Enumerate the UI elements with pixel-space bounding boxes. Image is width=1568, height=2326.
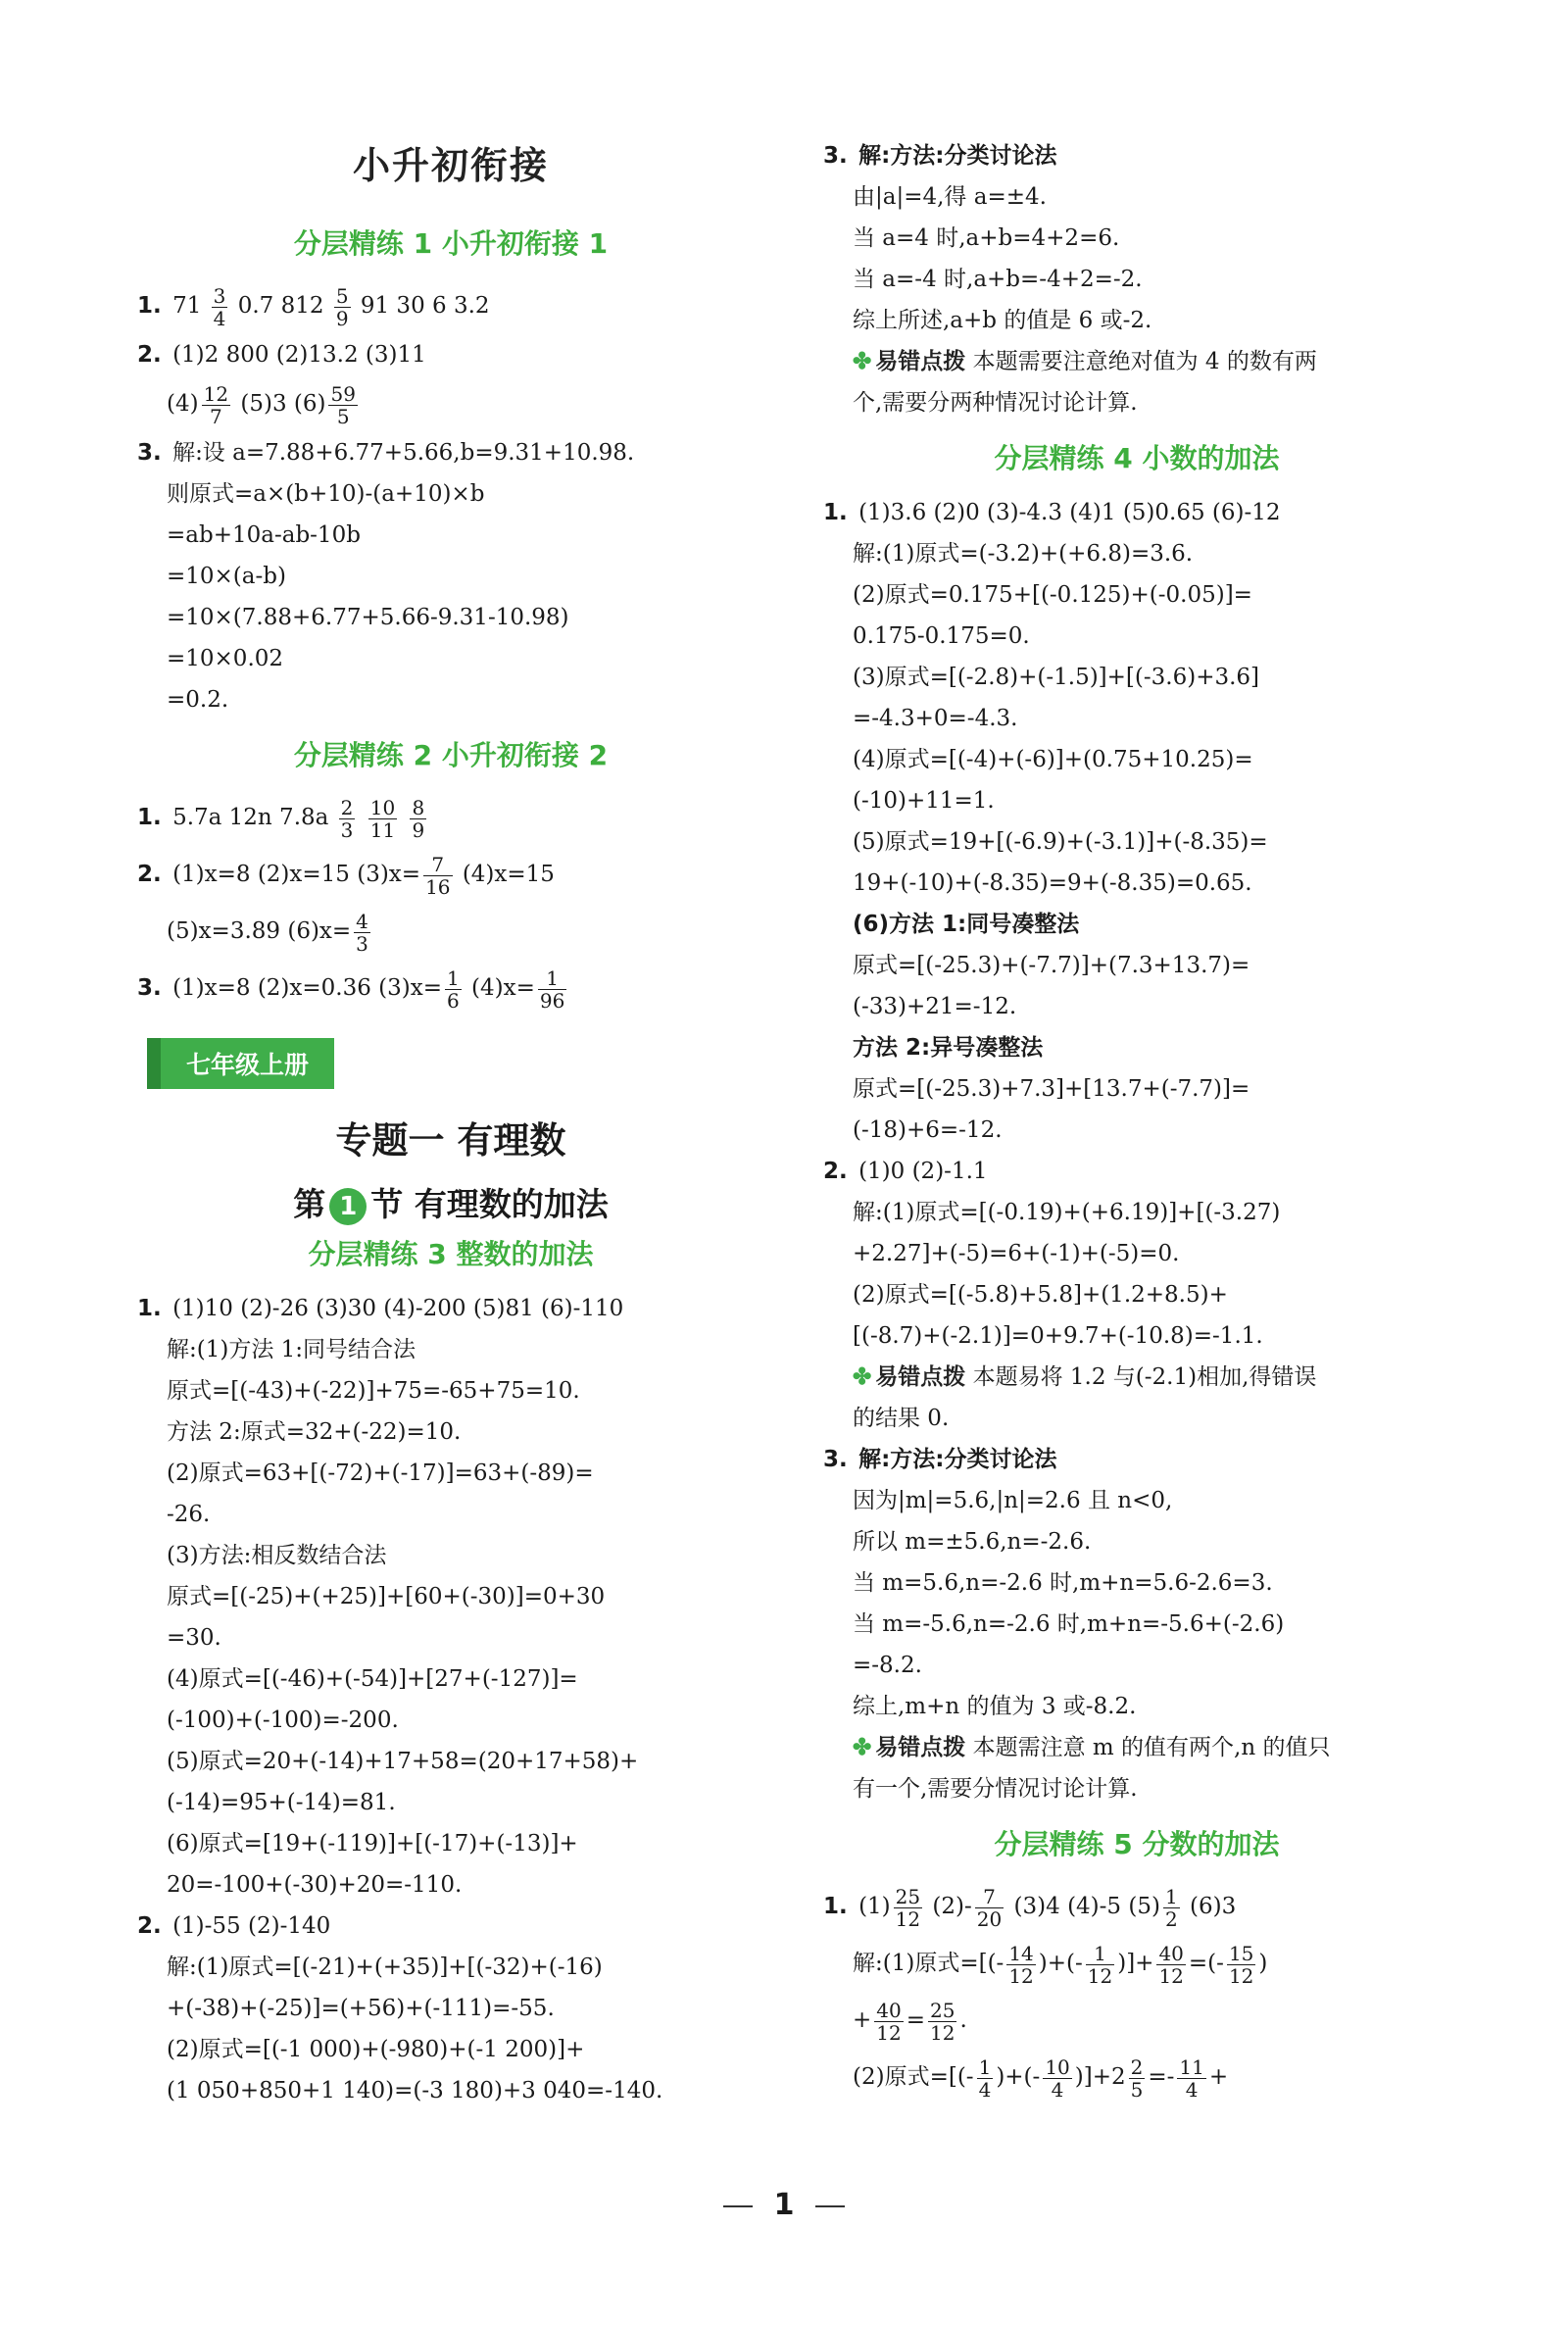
answer-line <box>137 903 764 960</box>
answer-text: =- <box>1148 2064 1175 2090</box>
answer-line <box>823 1992 1450 2049</box>
numerator: 3 <box>213 283 226 308</box>
numerator: 4 <box>356 909 368 933</box>
answer-line: [(-8.7)+(-2.1)]=0+9.7+(-10.8)=-1.1. <box>853 1323 1263 1349</box>
question-number: 2. <box>823 1159 848 1184</box>
numerator: 1 <box>1086 1943 1114 1965</box>
numerator: 1 <box>538 967 566 990</box>
fraction <box>1177 2056 1205 2101</box>
section-title-prefix: 第 <box>293 1185 326 1223</box>
tip-text: 本题需要注意绝对值为 4 的数有两 <box>972 349 1317 374</box>
answer-line: 所以 m=±5.6,n=-2.6. <box>853 1529 1092 1555</box>
answer-line <box>137 960 764 1016</box>
answer-text: 71 <box>172 293 202 319</box>
answer-text: (3)4 (4)-5 (5) <box>1013 1894 1160 1919</box>
tip-line <box>823 1727 1450 1768</box>
numerator: 11 <box>1179 2054 1204 2079</box>
answer-line: (3)原式=[(-2.8)+(-1.5)]+[(-3.6)+3.6] <box>853 665 1260 690</box>
answer-line: 当 a=4 时,a+b=4+2=6. <box>853 225 1120 251</box>
answer-text: (2)- <box>932 1894 972 1919</box>
answer-line: (2)原式=[(-1 000)+(-980)+(-1 200)]+ <box>167 2037 585 2062</box>
numerator: 7 <box>423 854 452 876</box>
answer-line: =10×0.02 <box>167 646 284 671</box>
section-heading-5: 分层精练 5 分数的加法 <box>994 1828 1280 1860</box>
question-number: 1. <box>137 1296 162 1321</box>
fraction <box>977 2056 994 2101</box>
answer-line <box>137 1288 764 1329</box>
numerator: 14 <box>1008 1941 1034 1965</box>
answer-line: (-10)+11=1. <box>853 788 995 814</box>
answer-text: (1)-55 (2)-140 <box>172 1913 331 1939</box>
tip-label: 易错点拨 <box>875 1364 966 1390</box>
fraction <box>1227 1943 1255 1987</box>
denominator: 16 <box>425 874 451 899</box>
answer-text: + <box>1208 2064 1229 2090</box>
section-title-text: 节 有理数的加法 <box>370 1185 609 1223</box>
fraction <box>1006 1943 1035 1987</box>
answer-text: (2)原式=[(- <box>853 2064 974 2090</box>
answer-text: 解:方法:分类讨论法 <box>858 143 1057 169</box>
question-number: 3. <box>137 440 162 466</box>
tip-label: 易错点拨 <box>875 1735 966 1760</box>
answer-text: (4)x=15 <box>462 862 555 887</box>
numerator: 2 <box>340 795 354 819</box>
fraction <box>202 383 230 427</box>
answer-line: 20=-100+(-30)+20=-110. <box>167 1872 463 1898</box>
answer-line: =10×(7.88+6.77+5.66-9.31-10.98) <box>167 605 569 630</box>
fraction <box>1163 1886 1180 1930</box>
page-title: 小升初衔接 <box>352 144 549 187</box>
answer-line: (-100)+(-100)=-200. <box>167 1707 399 1733</box>
fraction <box>1043 2056 1071 2101</box>
question-number: 1. <box>823 1894 848 1919</box>
numerator: 40 <box>876 1998 902 2022</box>
numerator: 15 <box>1228 1941 1254 1965</box>
answer-line: 解:(1)方法 1:同号结合法 <box>167 1337 416 1362</box>
denominator: 5 <box>1130 2077 1144 2102</box>
answer-text: ) <box>1258 1951 1268 1976</box>
answer-line: 方法 2:原式=32+(-22)=10. <box>167 1419 462 1445</box>
fraction <box>1156 1943 1185 1987</box>
page-number-dash <box>815 2205 845 2207</box>
numerator: 7 <box>975 1886 1004 1908</box>
fraction <box>874 2000 903 2044</box>
tip-line: 有一个,需要分情况讨论计算. <box>853 1776 1138 1802</box>
question-number: 2. <box>137 1913 162 1939</box>
answer-text: 解:(1)原式=[(- <box>853 1951 1004 1976</box>
question-number: 2. <box>137 862 162 887</box>
answer-line: =10×(a-b) <box>167 564 286 589</box>
answer-text: )+(- <box>1038 1951 1083 1976</box>
answer-text: (6)3 <box>1190 1894 1237 1919</box>
answer-text: )+(- <box>996 2064 1041 2090</box>
denominator: 12 <box>1228 1963 1254 1988</box>
answer-line: (-33)+21=-12. <box>853 994 1017 1019</box>
answer-line: =-4.3+0=-4.3. <box>853 706 1018 731</box>
answer-text: 0.7 812 <box>237 293 324 319</box>
right-column <box>823 135 1450 2105</box>
denominator: 11 <box>369 817 396 842</box>
tip-text: 本题易将 1.2 与(-2.1)相加,得错误 <box>972 1364 1317 1390</box>
answer-text: (4)x= <box>471 975 535 1001</box>
tip-line: 个,需要分两种情况讨论计算. <box>853 390 1138 416</box>
answer-line: 当 a=-4 时,a+b=-4+2=-2. <box>853 267 1143 292</box>
fraction <box>339 797 356 841</box>
page-number-dash <box>723 2205 753 2207</box>
answer-line: (6)方法 1:同号凑整法 <box>853 912 1080 937</box>
left-column <box>137 116 764 2111</box>
answer-line <box>823 1935 1450 1992</box>
numerator: 1 <box>447 965 460 990</box>
fraction <box>538 967 566 1012</box>
answer-line <box>823 492 1450 533</box>
fraction <box>423 854 452 898</box>
answer-line: (5)原式=20+(-14)+17+58=(20+17+58)+ <box>167 1749 639 1774</box>
page-number <box>0 2188 1568 2222</box>
section-heading-1: 分层精练 1 小升初衔接 1 <box>293 227 609 260</box>
answer-line <box>823 2049 1450 2105</box>
tip-line <box>823 1357 1450 1398</box>
answer-line: =30. <box>167 1625 221 1651</box>
denominator: 4 <box>213 306 226 330</box>
denominator: 3 <box>356 931 368 956</box>
answer-line: -26. <box>167 1502 211 1527</box>
answer-line: +2.27]+(-5)=6+(-1)+(-5)=0. <box>853 1241 1180 1266</box>
answer-text: (4) <box>167 391 199 417</box>
answer-line: =0.2. <box>167 687 229 713</box>
answer-line <box>137 789 764 846</box>
numerator: 10 <box>369 795 396 819</box>
numerator: 5 <box>335 283 349 308</box>
answer-line <box>137 846 764 903</box>
answer-text: = <box>906 2007 926 2033</box>
answer-text: )]+2 <box>1074 2064 1126 2090</box>
section-number-badge: 1 <box>329 1188 367 1225</box>
denominator: 20 <box>976 1906 1003 1931</box>
tip-text: 本题需注意 m 的值有两个,n 的值只 <box>972 1735 1331 1760</box>
numerator: 8 <box>412 795 425 819</box>
fraction <box>1086 1943 1114 1987</box>
numerator: 25 <box>895 1884 921 1908</box>
denominator: 9 <box>335 306 349 330</box>
answer-line: 原式=[(-25)+(+25)]+[60+(-30)]=0+30 <box>167 1584 606 1609</box>
fraction <box>410 797 426 841</box>
answer-line: (-18)+6=-12. <box>853 1117 1003 1143</box>
answer-text: 5.7a 12n 7.8a <box>172 805 329 830</box>
answer-line <box>137 1905 764 1947</box>
question-number: 1. <box>137 293 162 319</box>
denominator: 2 <box>1164 1906 1178 1931</box>
numerator: 2 <box>1130 2054 1144 2079</box>
answer-line: 当 m=-5.6,n=-2.6 时,m+n=-5.6+(-2.6) <box>853 1611 1285 1637</box>
answer-text: (1)3.6 (2)0 (3)-4.3 (4)1 (5)0.65 (6)-12 <box>858 500 1281 525</box>
tip-line: 的结果 0. <box>853 1406 950 1431</box>
denominator: 12 <box>1158 1963 1184 1988</box>
question-number: 1. <box>137 805 162 830</box>
fraction <box>212 285 228 329</box>
answer-text: (5)x=3.89 (6)x= <box>167 918 352 944</box>
answer-line: 综上,m+n 的值为 3 或-8.2. <box>853 1694 1137 1719</box>
denominator: 12 <box>876 2020 902 2045</box>
answer-text: (1)2 800 (2)13.2 (3)11 <box>172 342 426 368</box>
section-heading-2: 分层精练 2 小升初衔接 2 <box>293 739 609 771</box>
answer-line: 解:(1)原式=[(-0.19)+(+6.19)]+[(-3.27) <box>853 1200 1281 1225</box>
section-heading-4: 分层精练 4 小数的加法 <box>994 442 1280 474</box>
fraction <box>334 285 351 329</box>
denominator: 12 <box>930 2020 956 2045</box>
answer-text: + <box>853 2007 872 2033</box>
answer-line: 原式=[(-25.3)+(-7.7)]+(7.3+13.7)= <box>853 953 1250 978</box>
answer-text: 解:设 a=7.88+6.77+5.66,b=9.31+10.98. <box>172 440 635 466</box>
numerator: 10 <box>1045 2054 1070 2079</box>
answer-line <box>823 1439 1450 1480</box>
answer-line: 综上所述,a+b 的值是 6 或-2. <box>853 308 1152 333</box>
answer-line: 则原式=a×(b+10)-(a+10)×b <box>167 481 485 507</box>
answer-line <box>823 1878 1450 1935</box>
denominator: 12 <box>1087 1963 1113 1988</box>
answer-line: 解:(1)原式=[(-21)+(+35)]+[(-32)+(-16) <box>167 1955 603 1980</box>
answer-line <box>137 375 764 432</box>
topic-title: 专题一 有理数 <box>335 1119 566 1162</box>
answer-text: (1)10 (2)-26 (3)30 (4)-200 (5)81 (6)-110 <box>172 1296 624 1321</box>
question-number: 3. <box>137 975 162 1001</box>
answer-text: . <box>959 2007 967 2033</box>
answer-line <box>823 1151 1450 1192</box>
denominator: 7 <box>209 404 222 428</box>
fraction <box>975 1886 1004 1930</box>
denominator: 6 <box>447 988 460 1013</box>
answer-line: (2)原式=63+[(-72)+(-17)]=63+(-89)= <box>167 1460 594 1486</box>
grade-banner: 七年级上册 <box>147 1038 334 1089</box>
tip-line <box>823 341 1450 382</box>
answer-text: 91 30 6 3.2 <box>360 293 490 319</box>
answer-line <box>137 432 764 473</box>
answer-line: 0.175-0.175=0. <box>853 623 1030 649</box>
section-title <box>137 1179 764 1225</box>
answer-line: 原式=[(-43)+(-22)]+75=-65+75=10. <box>167 1378 580 1404</box>
tip-icon: ✤ <box>853 1363 872 1390</box>
fraction <box>445 967 462 1012</box>
answer-line: 由|a|=4,得 a=±4. <box>853 184 1047 210</box>
answer-line: (2)原式=[(-5.8)+5.8]+(1.2+8.5)+ <box>853 1282 1228 1308</box>
numerator: 1 <box>1164 1884 1178 1908</box>
page-number-text: 1 <box>773 2188 795 2222</box>
denominator: 4 <box>1185 2077 1199 2102</box>
answer-text: (1)0 (2)-1.1 <box>858 1159 988 1184</box>
numerator: 59 <box>330 381 356 406</box>
fraction <box>368 797 397 841</box>
denominator: 4 <box>978 2077 992 2102</box>
answer-text: (5)3 (6) <box>240 391 326 417</box>
numerator: 1 <box>978 2054 992 2079</box>
numerator: 12 <box>203 381 229 406</box>
answer-line: 19+(-10)+(-8.35)=9+(-8.35)=0.65. <box>853 870 1252 896</box>
tip-label: 易错点拨 <box>875 349 966 374</box>
question-number: 2. <box>137 342 162 368</box>
answer-line: 解:(1)原式=(-3.2)+(+6.8)=3.6. <box>853 541 1194 567</box>
question-number: 1. <box>823 500 848 525</box>
question-number: 3. <box>823 1447 848 1472</box>
question-number: 3. <box>823 143 848 169</box>
answer-line: +(-38)+(-25)]=(+56)+(-111)=-55. <box>167 1996 555 2021</box>
numerator: 25 <box>930 1998 956 2022</box>
answer-line: 当 m=5.6,n=-2.6 时,m+n=5.6-2.6=3. <box>853 1570 1273 1596</box>
denominator: 5 <box>336 404 350 428</box>
answer-line <box>137 334 764 375</box>
numerator: 40 <box>1158 1941 1184 1965</box>
fraction <box>928 2000 956 2044</box>
answer-text: =(- <box>1188 1951 1224 1976</box>
answer-line: (4)原式=[(-46)+(-54)]+[27+(-127)]= <box>167 1666 578 1692</box>
answer-line: =-8.2. <box>853 1653 922 1678</box>
answer-line: (3)方法:相反数结合法 <box>167 1543 387 1568</box>
tip-icon: ✤ <box>853 1734 872 1760</box>
answer-line <box>137 277 764 334</box>
denominator: 96 <box>539 988 565 1013</box>
answer-line: (5)原式=19+[(-6.9)+(-3.1)]+(-8.35)= <box>853 829 1268 855</box>
denominator: 12 <box>895 1906 921 1931</box>
answer-text: (1)x=8 (2)x=15 (3)x= <box>172 862 421 887</box>
denominator: 4 <box>1051 2077 1064 2102</box>
answer-text: 解:方法:分类讨论法 <box>858 1447 1057 1472</box>
denominator: 3 <box>340 817 354 842</box>
answer-text: (1)x=8 (2)x=0.36 (3)x= <box>172 975 442 1001</box>
answer-line: 原式=[(-25.3)+7.3]+[13.7+(-7.7)]= <box>853 1076 1250 1102</box>
tip-icon: ✤ <box>853 348 872 374</box>
answer-line: (-14)=95+(-14)=81. <box>167 1790 396 1815</box>
answer-text: )]+ <box>1117 1951 1154 1976</box>
fraction <box>354 911 370 955</box>
denominator: 9 <box>412 817 425 842</box>
answer-line: (1 050+850+1 140)=(-3 180)+3 040=-140. <box>167 2078 663 2103</box>
answer-line: (6)原式=[19+(-119)]+[(-17)+(-13)]+ <box>167 1831 578 1856</box>
answer-line: 方法 2:异号凑整法 <box>853 1035 1044 1061</box>
answer-text: (1) <box>858 1894 891 1919</box>
answer-line: (4)原式=[(-4)+(-6)]+(0.75+10.25)= <box>853 747 1253 772</box>
fraction <box>894 1886 922 1930</box>
answer-line: =ab+10a-ab-10b <box>167 522 361 548</box>
answer-line: (2)原式=0.175+[(-0.125)+(-0.05)]= <box>853 582 1252 608</box>
denominator: 12 <box>1008 1963 1034 1988</box>
section-heading-3: 分层精练 3 整数的加法 <box>308 1238 594 1270</box>
fraction <box>328 383 357 427</box>
fraction <box>1129 2056 1146 2101</box>
answer-line <box>823 135 1450 176</box>
answer-line: 因为|m|=5.6,|n|=2.6 且 n<0, <box>853 1488 1173 1513</box>
